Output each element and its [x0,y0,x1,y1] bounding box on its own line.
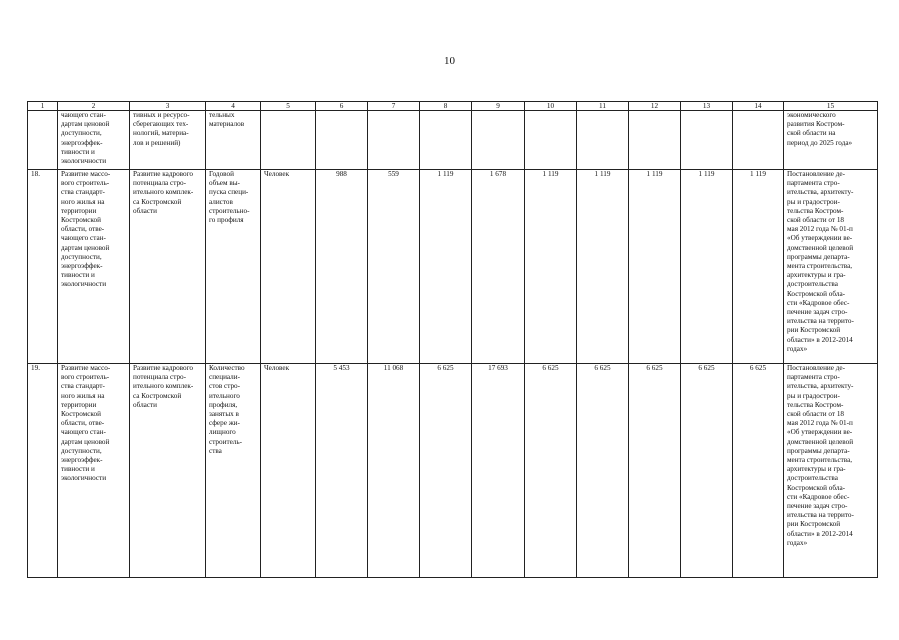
empty-cell [472,111,525,170]
header-cell: 10 [525,102,577,111]
event-cell: чающего стан- дартам ценовой доступности, энергоэффек- тивности и экологичности [58,111,130,170]
value-cell: 988 [316,170,368,364]
empty-cell [316,111,368,170]
empty-cell [577,111,629,170]
table-row-continuation [28,111,878,170]
value-cell: 1 678 [472,170,525,364]
header-cell: 9 [472,102,525,111]
value-cell: 5 453 [316,364,368,578]
empty-cell [733,111,784,170]
header-row [28,102,878,111]
row-number-cell [28,111,58,170]
header-cell: 12 [629,102,681,111]
goal-cell: тивных и ресурсо- сберегающих тех- нологий, материа- лов и решений) [130,111,206,170]
header-cell: 5 [261,102,316,111]
value-cell: 1 119 [420,170,472,364]
header-cell: 1 [28,102,58,111]
unit-cell: Человек [261,170,316,364]
basis-cell: Постановление де- партамента стро- ительства, архитекту- ры и градострои- тельства Костром- ской области от 18 мая 2012 года № 01-п «Об утверждении ве- домственной целевой программы департа- мента строительства, архитектуры и гра- достроительства Костромской обла- сти «Кадровое обес- печение задач стро- ительства на террито- рии Костромской области» в 2012-2014 годах» [784,364,878,578]
indicator-cell: тельных материалов [206,111,261,170]
header-cell: 13 [681,102,733,111]
basis-cell: Постановление де- партамента стро- ительства, архитекту- ры и градострои- тельства Костром- ской области от 18 мая 2012 года № 01-п «Об утверждении ве- домственной целевой программы департа- мента строительства, архитектуры и гра- достроительства Костромской обла- сти «Кадровое обес- печение задач стро- ительства на террито- рии Костромской области» в 2012-2014 годах» [784,170,878,364]
empty-cell [525,111,577,170]
empty-cell [420,111,472,170]
value-cell: 6 625 [681,364,733,578]
value-cell: 6 625 [420,364,472,578]
value-cell: 1 119 [525,170,577,364]
header-cell: 4 [206,102,261,111]
empty-cell [368,111,420,170]
event-cell: Развитие массо- вого строитель- ства стандарт- ного жилья на территории Костромской области, отве- чающего стан- дартам ценовой доступности, энергоэффек- тивности и экологичности [58,364,130,578]
header-cell: 15 [784,102,878,111]
basis-cell: экономического развития Костром- ской области на период до 2025 года» [784,111,878,170]
row-number-cell: 19. [28,364,58,578]
header-cell: 14 [733,102,784,111]
header-cell: 2 [58,102,130,111]
indicator-cell: Годовой объем вы- пуска специ- алистов строительно- го профиля [206,170,261,364]
value-cell: 17 693 [472,364,525,578]
value-cell: 6 625 [629,364,681,578]
empty-cell [629,111,681,170]
value-cell: 6 625 [525,364,577,578]
value-cell: 6 625 [733,364,784,578]
indicator-cell: Количество специали- стов стро- ительного профиля, занятых в сфере жи- лищного строитель- ства [206,364,261,578]
header-cell: 7 [368,102,420,111]
row-number-cell: 18. [28,170,58,364]
header-cell: 3 [130,102,206,111]
empty-cell [261,111,316,170]
value-cell: 1 119 [577,170,629,364]
value-cell: 1 119 [733,170,784,364]
unit-cell: Человек [261,364,316,578]
header-cell: 8 [420,102,472,111]
value-cell: 1 119 [681,170,733,364]
value-cell: 11 068 [368,364,420,578]
header-cell: 11 [577,102,629,111]
table-row [28,170,878,364]
indicators-table [27,101,878,578]
event-cell: Развитие массо- вого строитель- ства стандарт- ного жилья на территории Костромской области, отве- чающего стан- дартам ценовой доступности, энергоэффек- тивности и экологичности [58,170,130,364]
value-cell: 559 [368,170,420,364]
header-cell: 6 [316,102,368,111]
goal-cell: Развитие кадрового потенциала стро- ительного комплек- са Костромской области [130,170,206,364]
table-row [28,364,878,578]
goal-cell: Развитие кадрового потенциала стро- ительного комплек- са Костромской области [130,364,206,578]
value-cell: 6 625 [577,364,629,578]
empty-cell [681,111,733,170]
page-number: 10 [444,55,455,67]
value-cell: 1 119 [629,170,681,364]
